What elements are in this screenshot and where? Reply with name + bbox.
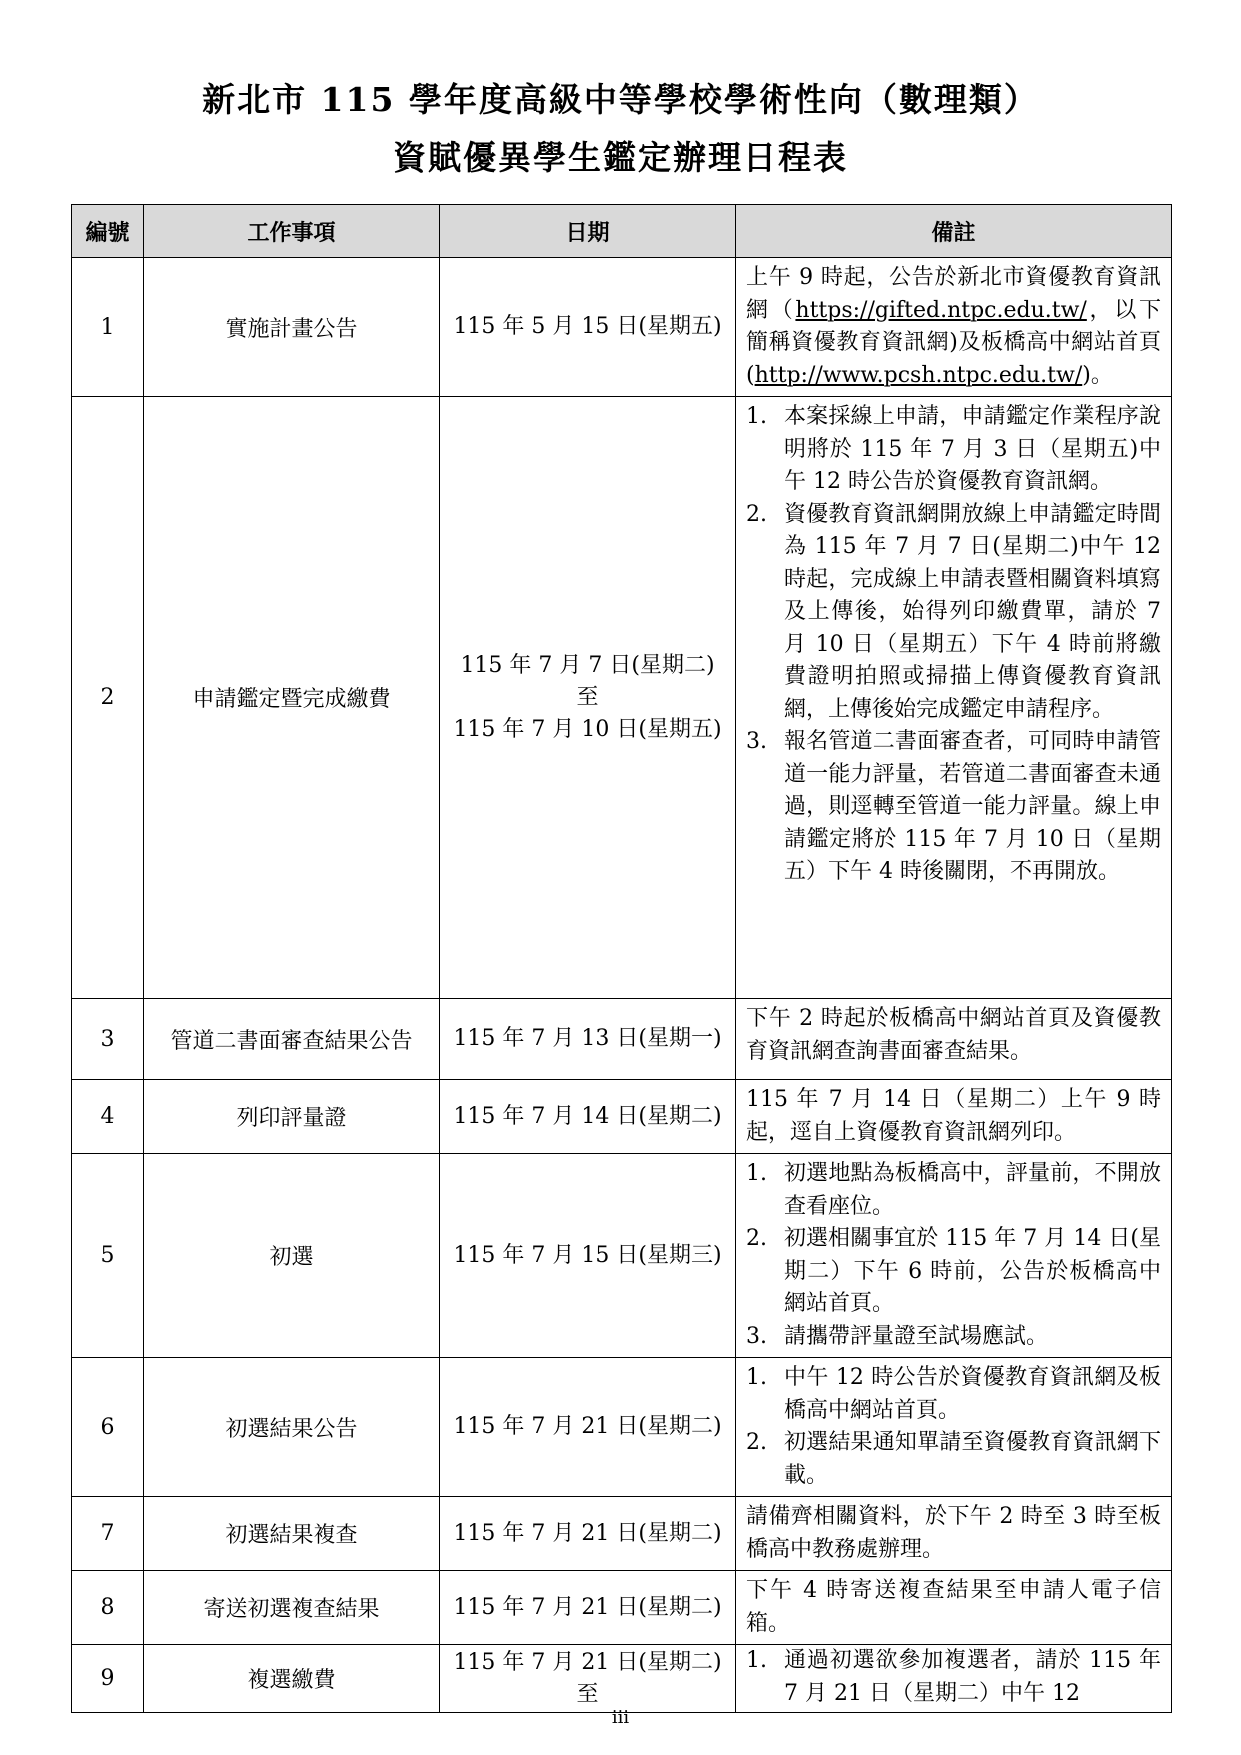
row-number: 8 [72,1571,144,1645]
header-item: 工作事項 [144,205,440,258]
document-title: 新北市 115 學年度高級中等學校學術性向（數理類） [202,80,1039,119]
row-date [440,258,736,397]
note-list [746,1158,1161,1353]
note-text: 115 年 7 月 14 日（星期二）上午 9 時起，逕自上資優教育資訊網列印。 [746,1087,1161,1145]
row-note [736,1497,1172,1571]
row-note [736,999,1172,1080]
note-list-number: 2. [746,1430,767,1455]
table-header-row [72,205,1172,258]
row-note [736,1154,1172,1358]
row-item: 複選繳費 [144,1645,440,1713]
row-number: 1 [72,258,144,397]
table-row [72,1080,1172,1154]
note-list-number: 2. [746,501,767,527]
row-note [736,258,1172,397]
note-list-text: 初選結果通知單請至資優教育資訊網下載。 [784,1430,1161,1488]
note-list-item [746,499,1161,727]
row-date [440,1645,736,1713]
row-number: 4 [72,1080,144,1154]
table-row [72,397,1172,999]
note-list-item [746,1645,1161,1710]
note-list [746,401,1161,889]
note-list-item [746,1362,1161,1427]
row-date [440,1080,736,1154]
note-text: 下午 2 時起於板橋高中網站首頁及資優教育資訊網查詢書面審查結果。 [746,1006,1161,1064]
row-note [736,397,1172,999]
row-number: 7 [72,1497,144,1571]
document-subtitle: 資賦優異學生鑑定辦理日程表 [393,138,848,177]
table-row [72,258,1172,397]
note-list-item [746,726,1161,889]
note-list-number: 1. [746,404,767,429]
note-list-number: 1. [746,1365,767,1390]
note-list-number: 1. [746,1161,767,1186]
schedule-table [71,204,1172,1713]
table-row [72,1154,1172,1358]
row-number: 9 [72,1645,144,1713]
date-line: 115 年 7 月 10 日(星期五) [453,716,722,742]
table-row [72,999,1172,1080]
header-note: 備註 [736,205,1172,258]
note-list-item [746,1223,1161,1321]
row-item: 寄送初選複查結果 [144,1571,440,1645]
row-item: 實施計畫公告 [144,258,440,397]
note-list-text: 通過初選欲參加複選者，請於 115 年 7 月 21 日（星期二）中午 12 [784,1648,1161,1706]
row-note [736,1080,1172,1154]
row-number: 6 [72,1358,144,1497]
date-line: 至 [576,684,599,710]
row-note [736,1358,1172,1497]
note-list-text: 中午 12 時公告於資優教育資訊網及板橋高中網站首頁。 [784,1365,1161,1423]
date-line: 115 年 7 月 14 日(星期二) [453,1103,722,1129]
date-line: 115 年 5 月 15 日(星期五) [453,314,722,339]
note-list-item [746,401,1161,499]
row-note [736,1571,1172,1645]
note-list-number: 1. [746,1648,767,1673]
date-line: 115 年 7 月 21 日(星期二) [453,1414,722,1439]
table-row [72,1571,1172,1645]
note-text-part: ，以下簡稱資優教育資訊網)及板橋高中網站首頁( [746,297,1161,388]
row-date [440,1497,736,1571]
gifted-site-link[interactable]: https://gifted.ntpc.edu.tw/ [795,297,1087,323]
header-date: 日期 [440,205,736,258]
date-line: 115 年 7 月 21 日(星期二) [453,1594,722,1620]
row-date [440,1571,736,1645]
note-text: 下午 4 時寄送複查結果至申請人電子信箱。 [746,1578,1161,1636]
date-line: 115 年 7 月 15 日(星期三) [453,1242,722,1268]
date-line: 115 年 7 月 13 日(星期一) [453,1026,722,1051]
table-row [72,1497,1172,1571]
note-list-number: 2. [746,1226,767,1251]
row-item: 初選結果公告 [144,1358,440,1497]
row-item: 初選結果複查 [144,1497,440,1571]
note-list-text: 資優教育資訊網開放線上申請鑑定時間為 115 年 7 月 7 日(星期二)中午 12 時起，完成線上申請表暨相關資料填寫及上傳後，始得列印繳費單，請於 7 月 10 日（星期五）下午 4 時前將繳費證明拍照或掃描上傳資優教育資訊網，上傳後始完成鑑定申請程序。 [784,501,1161,722]
pcsh-site-link[interactable]: http://www.pcsh.ntpc.edu.tw/ [754,362,1083,388]
note-list-item [746,1427,1161,1492]
note-list-text: 初選相關事宜於 115 年 7 月 14 日(星期二）下午 6 時前，公告於板橋高中網站首頁。 [784,1226,1161,1316]
note-text-part: 上午 9 時起，公告於新北市資優教育資訊網（ [746,265,1161,323]
row-item: 初選 [144,1154,440,1358]
row-date [440,999,736,1080]
note-text [746,262,1161,392]
row-note [736,1645,1172,1713]
note-list [746,1362,1161,1492]
table-row [72,1358,1172,1497]
note-list-number: 3. [746,1323,767,1349]
table-row [72,1645,1172,1713]
note-list-number: 3. [746,729,767,754]
date-line: 115 年 7 月 7 日(星期二) [460,652,715,678]
note-text: 請備齊相關資料，於下午 2 時至 3 時至板橋高中教務處辦理。 [746,1504,1161,1562]
row-number: 2 [72,397,144,999]
note-list-text: 本案採線上申請，申請鑑定作業程序說明將於 115 年 7 月 3 日（星期五)中午 12 時公告於資優教育資訊網。 [784,404,1161,494]
row-date [440,1358,736,1497]
row-date [440,397,736,999]
row-number: 5 [72,1154,144,1358]
note-list-text: 初選地點為板橋高中，評量前，不開放查看座位。 [784,1161,1161,1219]
row-number: 3 [72,999,144,1080]
row-item: 管道二書面審查結果公告 [144,999,440,1080]
header-no: 編號 [72,205,144,258]
note-list-item [746,1158,1161,1223]
row-item: 申請鑑定暨完成繳費 [144,397,440,999]
row-item: 列印評量證 [144,1080,440,1154]
note-list-text: 報名管道二書面審查者，可同時申請管道一能力評量，若管道二書面審查未通過，則逕轉至管道一能力評量。線上申請鑑定將於 115 年 7 月 10 日（星期五）下午 4 時後關閉，不再開放。 [784,729,1161,884]
page-number: iii [611,1707,630,1728]
note-list [746,1645,1161,1710]
date-line: 至 [576,1681,599,1707]
row-date [440,1154,736,1358]
note-text-part: )。 [1082,362,1113,388]
note-list-item [746,1321,1161,1354]
date-line: 115 年 7 月 21 日(星期二) [453,1520,722,1546]
date-line: 115 年 7 月 21 日(星期二) [453,1649,722,1675]
note-list-text: 請攜帶評量證至試場應試。 [784,1323,1049,1349]
